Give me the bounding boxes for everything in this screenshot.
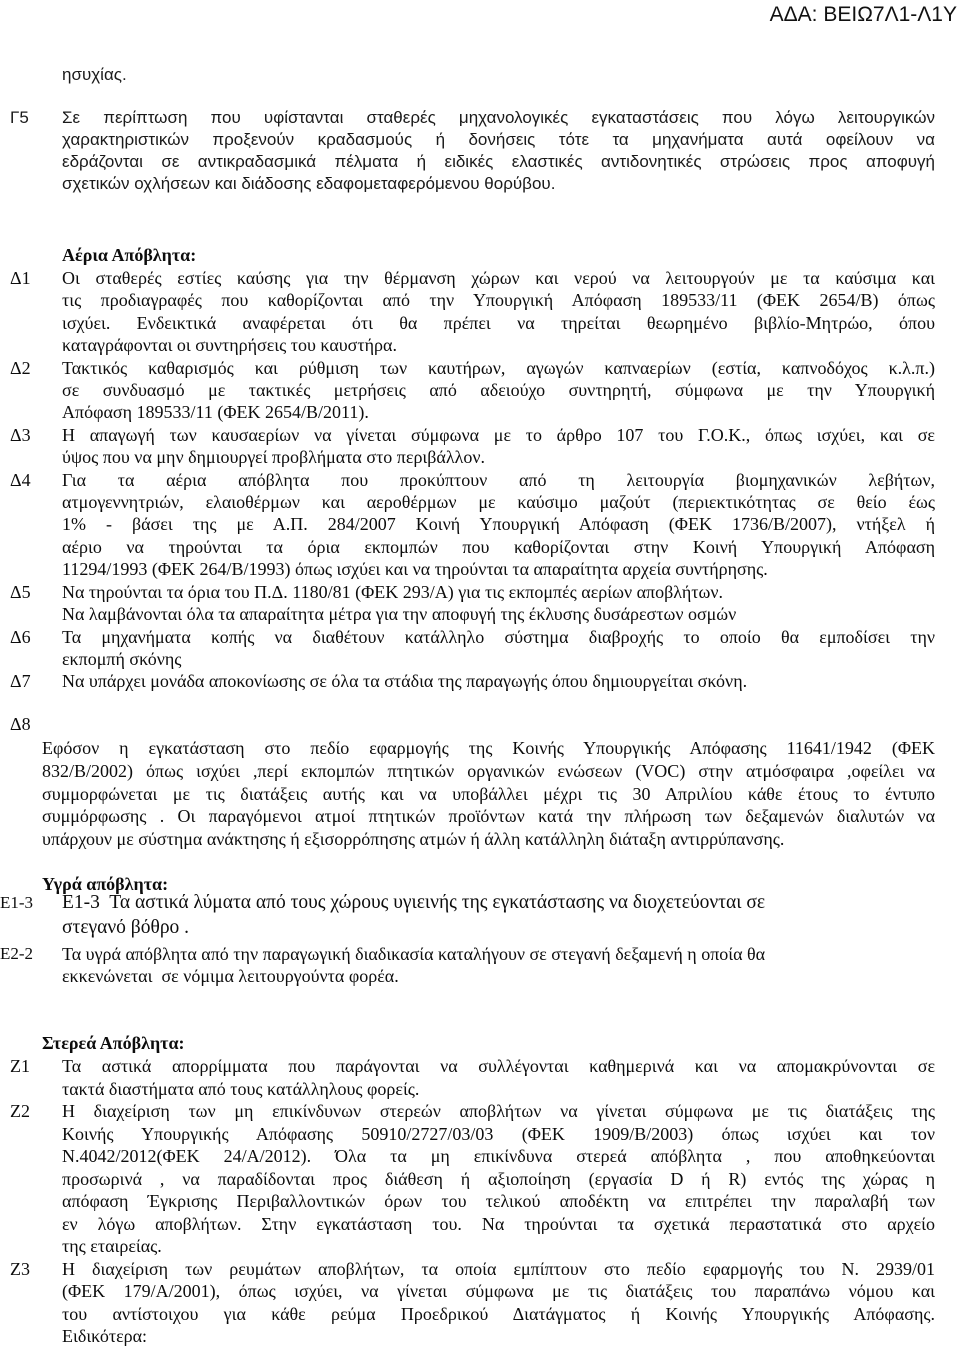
clause-text-line: τις προδιαγραφές που καθορίζονται από την Υπουργική Απόφαση 189533/11 (ΦΕΚ 2654/Β) όπως: [62, 290, 935, 311]
clause-text-line: Η απαγωγή των καυσαερίων να γίνεται σύμφωνα με το άρθρο 107 του Γ.Ο.Κ., όπως ισχύει, και σε: [62, 424, 935, 445]
clause-text-line: Να λαμβάνονται όλα τα απαραίτητα μέτρα για την αποφυγή της έκλυσης δυσάρεστων οσμών: [62, 604, 737, 625]
liquid-waste-section-2: [0, 943, 960, 987]
clause-d1: [0, 267, 960, 357]
clause-text-line: Η διαχείριση των μη επικίνδυνων στερεών αποβλήτων να γίνεται σύμφωνα με τις διατάξεις της: [62, 1101, 935, 1121]
clause-d4: [0, 469, 960, 581]
clause-text-line: 832/Β/2002) όπως ισχύει ,περί εκπομπών πτητικών οργανικών ενώσεων (VOC) στην ατμόσφαιρα ,οφείλει να: [42, 760, 935, 781]
clause-text-line: αέριο να τηρούνται τα όρια εκπομπών που καθορίζονται στην Κοινή Υπουργική Απόφαση: [62, 536, 935, 557]
air-emissions-section: [0, 267, 960, 693]
clause-text-line: ύψος που να μην δημιουργεί προβλήματα στο περιβάλλον.: [62, 447, 485, 468]
clause-text-line: Να υπάρχει μονάδα αποκονίωσης σε όλα τα στάδια της παραγωγής όπου δημιουργείται σκόνη.: [62, 671, 748, 692]
clause-text: [62, 943, 935, 987]
clause-text-line: Σε περίπτωση που υφίστανται σταθερές μηχανολογικές εγκαταστάσεις που λόγω λειτουργικών: [62, 108, 935, 127]
clause-d6: [0, 626, 960, 671]
clause-d2: [0, 357, 960, 424]
clause-text-line: καταγράφονται οι συντηρήσεις του καυστήρα.: [62, 335, 397, 356]
clause-text: [62, 626, 935, 671]
clause-label: Ε2-2: [0, 944, 34, 963]
clause-text-line: (ΦΕΚ 179/Α/2001), όπως ισχύει, να γίνεται σύμφωνα με τις διατάξεις του παραπάνω νόμου και: [62, 1281, 935, 1301]
clause-z3: [0, 1258, 960, 1348]
clause-label: Δ5: [10, 581, 31, 602]
clause-z1: [0, 1055, 960, 1100]
clause-text-line: τακτά διαστήματα από τους κατάλληλους φορείς.: [62, 1078, 420, 1099]
clause-text-line: απόφαση Έγκρισης Περιβαλλοντικών όρων του τελικού αποδέκτη να επιτρέπει την παραλαβή των: [62, 1191, 935, 1211]
liquid-waste-section: [0, 890, 960, 940]
clause-text-line: στεγανό βόθρο .: [62, 917, 190, 938]
solid-waste-section: [0, 1055, 960, 1348]
clause-text: [62, 581, 935, 626]
clause-text-line: της εταιρείας.: [62, 1236, 162, 1256]
intro-text-line: ησυχίας.: [62, 65, 127, 84]
clause-text-line: σε συνδυασμό με τακτικές μετρήσεις από αδειούχο συντηρητή, σύμφωνα με την Υπουργική: [62, 380, 935, 401]
clause-label: Ζ2: [10, 1101, 30, 1121]
clause-label-d8: Δ8: [10, 714, 31, 734]
clause-text-line: Για τα αέρια απόβλητα που προκύπτουν από τη λειτουργία βιομηχανικών λεβήτων,: [62, 469, 935, 490]
clause-label: Δ7: [10, 671, 31, 692]
clause-label: Δ4: [10, 469, 31, 490]
clause-d8-text: [42, 737, 935, 851]
clause-text-line: εκπομπή σκόνης: [62, 648, 182, 669]
clause-text-line: χαρακτηριστικών προξενούν κραδασμούς ή δονήσεις τότε τα μηχανήματα αυτά οφείλουν να: [62, 130, 935, 149]
clause-text-line: Κοινής Υπουργικής Απόφασης 50910/2727/03/03 (ΦΕΚ 1909/Β/2003) όπως ισχύει και τον: [62, 1123, 935, 1144]
ada-code: ΑΔΑ: ΒΕΙΩ7Λ1-Λ1Υ: [769, 3, 957, 26]
clause-text-line: Εφόσον η εγκατάσταση στο πεδίο εφαρμογής της Κοινής Υπουργικής Απόφασης 11641/1942 (ΦΕΚ: [42, 738, 935, 758]
clause-text-line: Τα αστικά απορρίμματα που παράγονται να συλλέγονται καθημερινά και να απομακρύνονται σε: [62, 1056, 935, 1076]
clause-text: [62, 107, 935, 195]
clause-e1-3: [0, 890, 960, 940]
clause-label: Δ2: [10, 357, 31, 378]
clause-text-line: σχετικών οχλήσεων και διάδοσης εδαφομεταφερόμενου θορύβου.: [62, 174, 556, 193]
clause-text-line: 1% - βάσει της με Α.Π. 284/2007 Κοινή Υπουργική Απόφαση (ΦΕΚ 1736/Β/2007), ντήξελ ή: [62, 514, 935, 535]
section-heading-air: Αέρια Απόβλητα:: [62, 245, 197, 265]
clause-text-line: εδράζονται σε αντικραδασμικά πέλματα ή ειδικές ελαστικές αντιδονητικές στρώσεις προς αποφυγή: [62, 152, 935, 171]
clause-text-line: Τα μηχανήματα κοπής να διαθέτουν κατάλληλο σύστημα διαβροχής το οποίο θα εμποδίσει την: [62, 626, 935, 647]
clause-d5: [0, 581, 960, 626]
clause-text-line: Ν.4042/2012(ΦΕΚ 24/Α/2012). Όλα τα μη επικίνδυνα στερεά απόβλητα , που αποθηκεύονται: [62, 1146, 935, 1166]
clause-label: Δ6: [10, 626, 31, 647]
section-heading-liquid: Υγρά απόβλητα:: [42, 874, 169, 894]
clause-text-line: συμμορφώνεται με τις διατάξεις αυτής και να υποβάλλει μέχρι τις 30 Απριλίου κάθε έτους το έντυπο: [42, 783, 935, 804]
clause-label: Ζ1: [10, 1056, 30, 1076]
clause-text-line: Ε1-3 Τα αστικά λύματα από τους χώρους υγιεινής της εγκατάστασης να διοχετεύονται σε: [62, 892, 766, 913]
noise-section: [0, 107, 960, 195]
clause-label: Δ1: [10, 268, 31, 288]
clause-label: Δ3: [10, 424, 31, 445]
clause-text-line: εκκενώνεται σε νόμιμα λειτουργούντα φορέα.: [62, 966, 399, 986]
clause-text: [62, 424, 935, 469]
clause-label: Ζ3: [10, 1258, 30, 1279]
clause-text-line: ατμογεννητριών, ελαιοθέρμων και αεροθέρμων με καύσιμο μαζούτ (περιεκτικότητας σε θείο έως: [62, 492, 935, 513]
section-heading-solid: Στερεά Απόβλητα:: [42, 1033, 185, 1053]
clause-label: Ε1-3: [0, 893, 34, 912]
clause-text: [62, 1258, 935, 1348]
clause-text-line: Ειδικότερα:: [62, 1326, 148, 1346]
clause-text: [62, 357, 935, 424]
clause-text: [62, 1055, 935, 1100]
clause-text-line: εν λόγω αποβλήτων. Στην εγκατάσταση του. Να τηρούνται τα σχετικά περαστατικά στο αρχείο: [62, 1213, 935, 1234]
clause-d3: [0, 424, 960, 469]
clause-text-line: ισχύει. Ενδεικτικά αναφέρεται ότι θα πρέπει να τηρείται θεωρημένο βιβλίο-Μητρώο, όπου: [62, 312, 935, 333]
clause-text: [62, 1100, 935, 1258]
clause-text-line: Τακτικός καθαρισμός και ρύθμιση των καυτήρων, αγωγών καπναερίων (εστία, καπνοδόχος κ.λ.π.): [62, 357, 935, 378]
clause-text-line: του αντίστοιχου για κάθε ρεύμα Προεδρικού Διατάγματος ή Κοινής Υπουργικής Απόφασης.: [62, 1303, 935, 1324]
clause-text-line: Οι σταθερές εστίες καύσης για την θέρμανση χώρων και νερού να λειτουργούν με τα καύσιμα και: [62, 268, 935, 288]
clause-text-line: υπάρχουν με σύστημα ανάκτησης ή εξισορρόπησης ατμών ή άλλη κατάλληλη διάταξη αντιρρύπανσης.: [42, 829, 785, 849]
clause-g5: [0, 107, 960, 195]
clause-z2: [0, 1100, 960, 1258]
clause-text-line: Τα υγρά απόβλητα από την παραγωγική διαδικασία καταλήγουν σε στεγανή δεξαμενή η οποία θα: [62, 944, 766, 964]
clause-text: [62, 267, 935, 357]
clause-text-line: Να τηρούνται τα όρια του Π.Δ. 1180/81 (ΦΕΚ 293/Α) για τις εκπομπές αερίων αποβλήτων.: [62, 581, 723, 602]
clause-e2-2: [0, 943, 960, 987]
clause-text-line: 11294/1993 (ΦΕΚ 264/Β/1993) όπως ισχύει και να τηρούνται τα απαραίτητα αρχεία συντήρησης.: [62, 559, 768, 580]
clause-text-line: συμμόρφωσης . Οι παραγόμενοι ατμοί πτητικών προϊόντων κατά την πλήρωση των δεξαμενών διαλυτών να: [42, 806, 935, 827]
clause-text: [62, 670, 935, 692]
clause-text: [62, 469, 935, 581]
clause-text: [62, 890, 935, 940]
clause-text-line: Η διαχείριση των ρευμάτων αποβλήτων, τα οποία εμπίπτουν στο πεδίο εφαρμογής του Ν. 2939/01: [62, 1258, 935, 1279]
clause-text-line: προσωρινά , να παραδίδονται προς διάθεση ή αξιοποίηση (εργασία D ή R) εντός της χώρας η: [62, 1168, 935, 1189]
clause-text-line: Απόφαση 189533/11 (ΦΕΚ 2654/Β/2011).: [62, 402, 369, 423]
clause-label: Γ5: [10, 108, 29, 127]
clause-d7: [0, 670, 960, 692]
